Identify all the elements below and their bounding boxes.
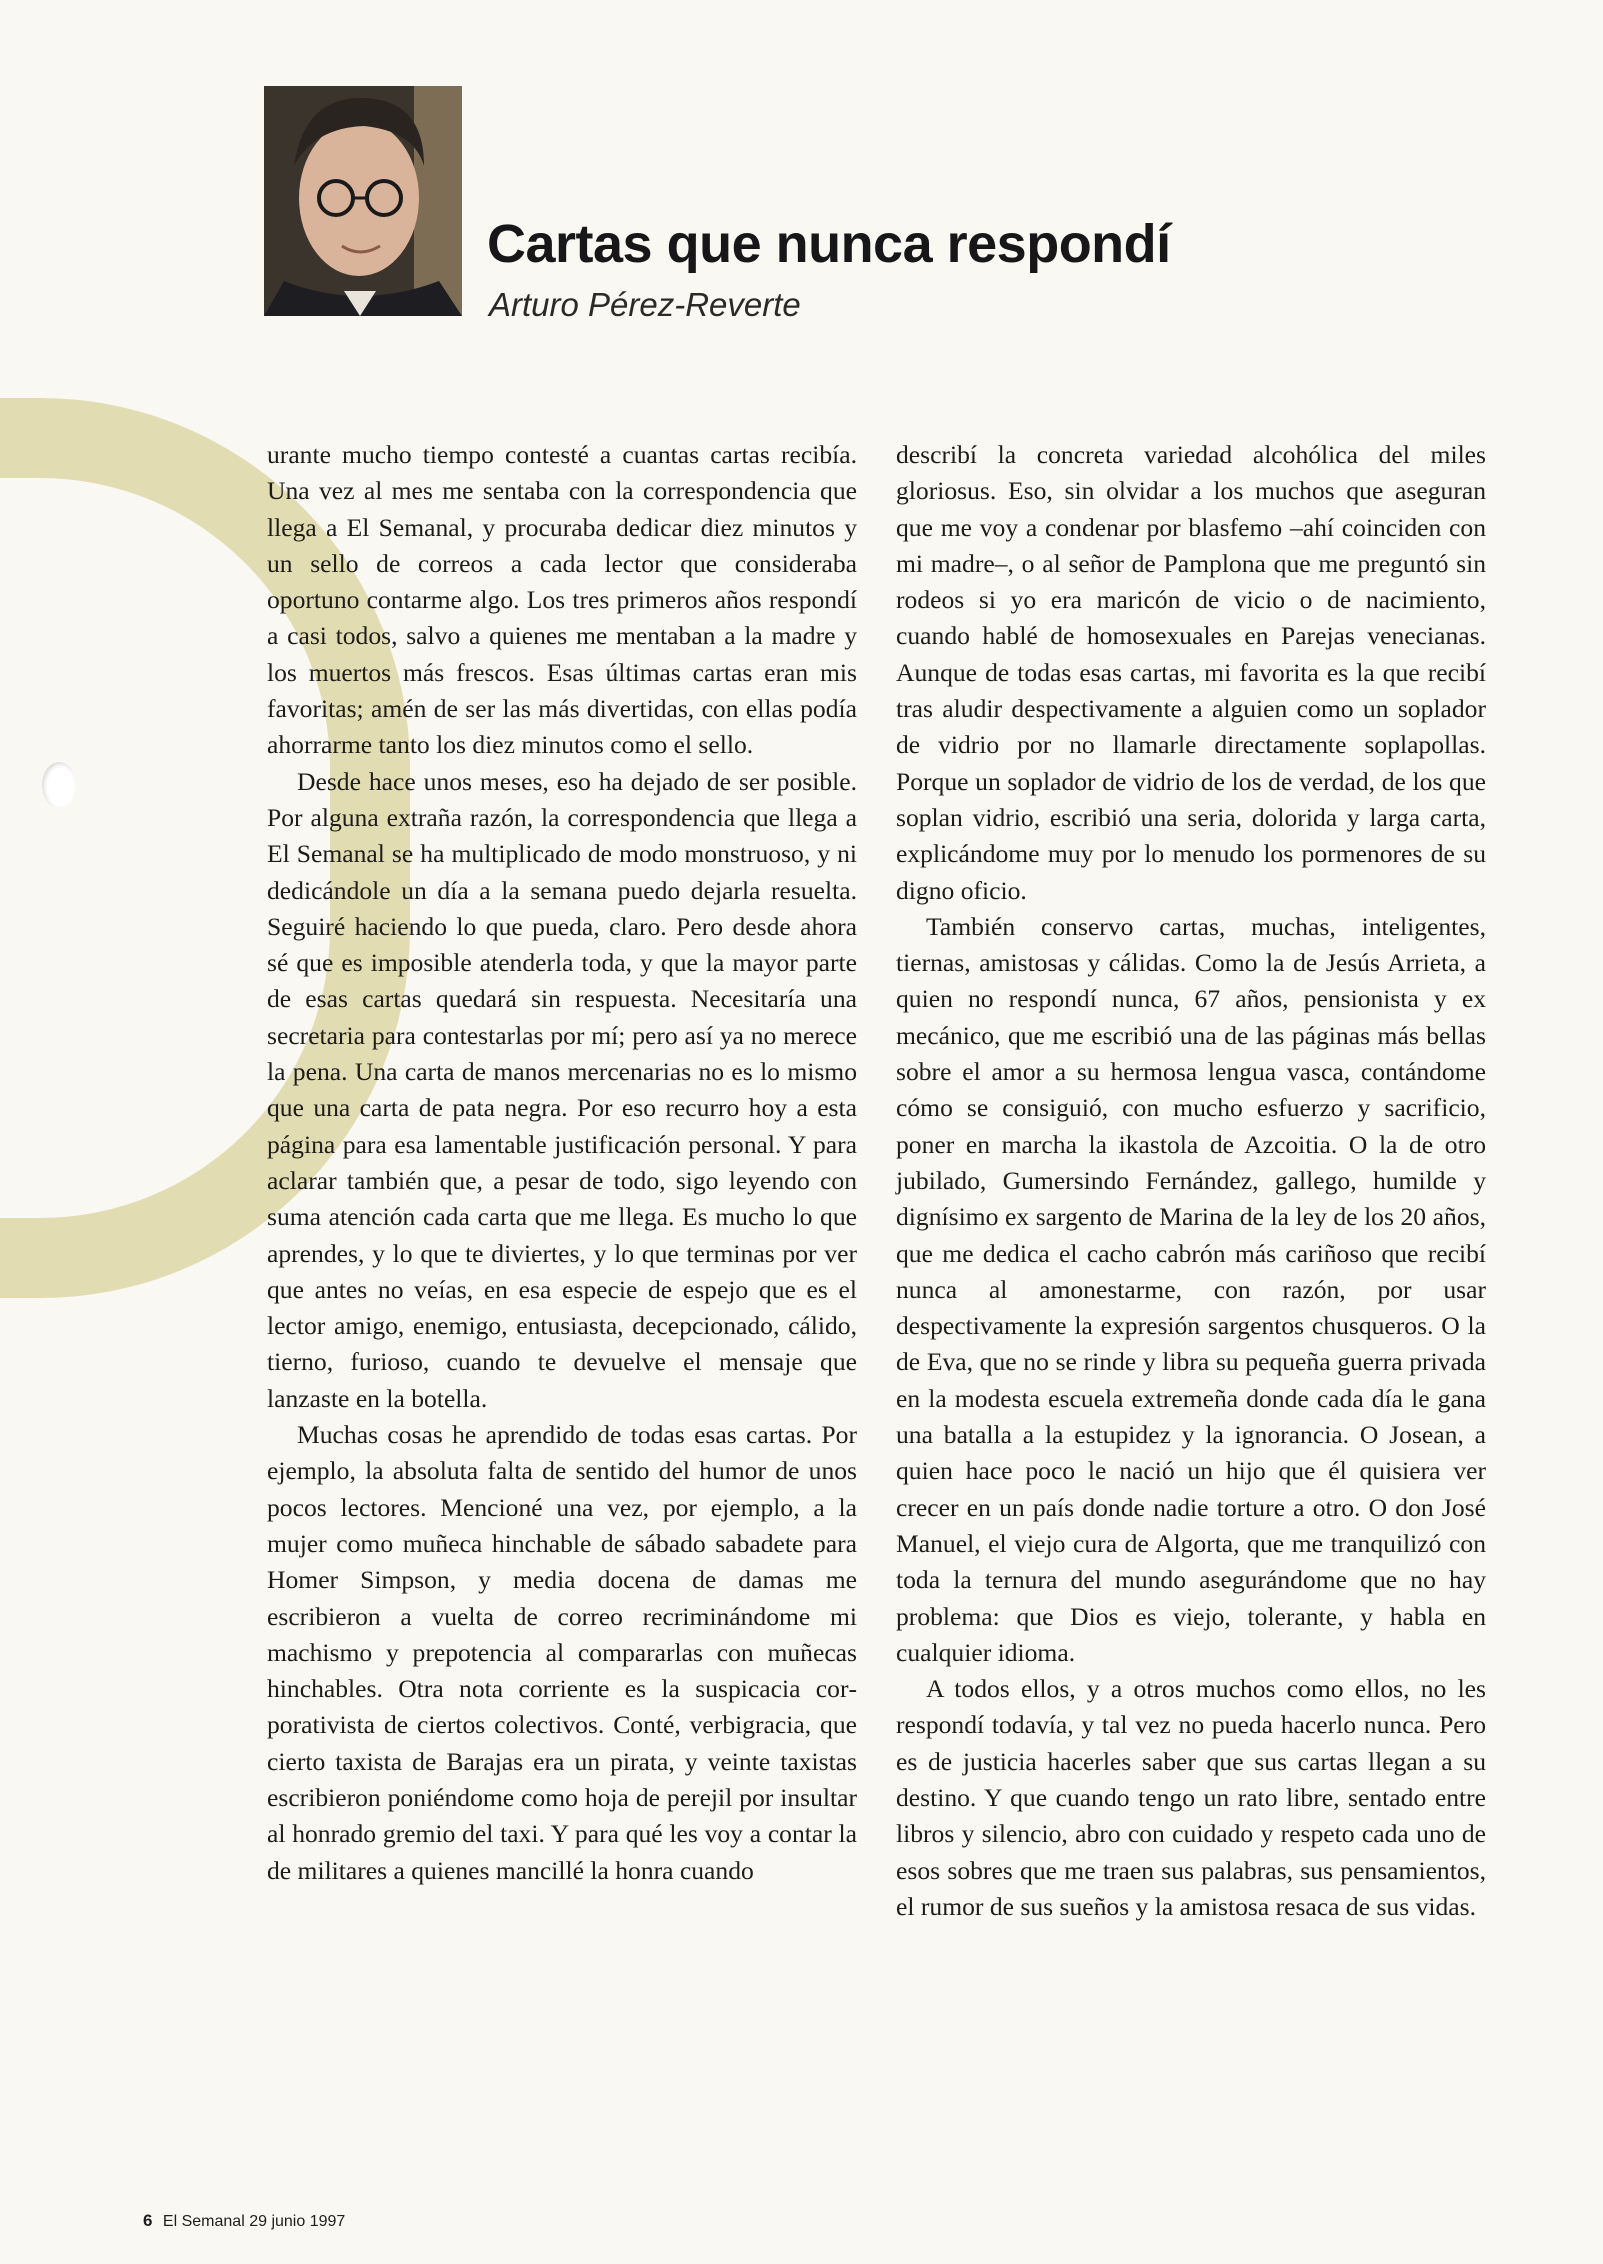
- page-footer: [143, 2211, 345, 2231]
- binder-hole: [42, 762, 76, 808]
- paragraph: Desde hace unos meses, eso ha dejado de ser posible. Por alguna extraña razón, la correspondencia que llega a El Semanal se ha multiplicado de modo monstruoso, y ni dedicándole un día a la semana puedo dejarla resuelta. Seguiré haciendo lo que pueda, claro. Pero desde ahora sé que es imposible atenderla toda, y que la mayor parte de esas cartas quedará sin respuesta. Necesitaría una secretaria para contestarlas por mí; pero así ya no merece la pena. Una carta de manos mercenarias no es lo mismo que una carta de pata negra. Por eso recurro hoy a esta página para esa lamentable justificación personal. Y para aclarar también que, a pesar de todo, sigo leyendo con suma atención cada carta que me llega. Es mucho lo que aprendes, y lo que te diviertes, y lo que terminas por ver que antes no veías, en esa especie de espejo que es el lector amigo, enemigo, entusiasta, decepcionado, cálido, tierno, furioso, cuando te devuelve el mensaje que lanzaste en la botella.: [267, 766, 857, 1413]
- article-column-left: [267, 437, 857, 1889]
- publication-name: El Semanal: [162, 2213, 245, 2230]
- author-byline: Arturo Pérez-Reverte: [489, 286, 801, 323]
- paragraph: Muchas cosas he aprendido de todas esas cartas. Por ejemplo, la absoluta falta de sentido del humor de unos pocos lectores. Mencioné una vez, por ejemplo, a la mujer como muñeca hinchable de sábado sabadete para Homer Simpson, y media docena de damas me escribieron a vuelta de correo recriminándome mi machismo y prepotencia al compararlas con muñecas hinchables. Otra nota corriente es la suspicacia corporativista de ciertos colectivos. Conté, verbigracia, que cierto taxista de Barajas era un pirata, y veinte taxistas escribieron poniéndome como hoja de perejil por insultar al honrado gremio del taxi. Y para qué les voy a contar la de militares a quienes mancillé la honra cuando: [267, 1420, 857, 1885]
- paragraph: urante mucho tiempo contesté a cuantas cartas recibía. Una vez al mes me sentaba con la correspondencia que llega a El Semanal, y procuraba dedicar diez minutos y un sello de correos a cada lector que consideraba oportuno contarme algo. Los tres primeros años respondí a casi todos, salvo a quienes me mentaban a la madre y los muertos más frescos. Esas últimas cartas eran mis favoritas; amén de ser las más divertidas, con ellas podía ahorrarme tanto los diez minutos como el sello.: [267, 440, 857, 760]
- publication-date: 29 junio 1997: [249, 2213, 346, 2230]
- paragraph: También conservo cartas, muchas, inteligentes, tiernas, amistosas y cálidas. Como la de Jesús Arrieta, a quien no respondí nunca, 67 años, pensionista y ex mecánico, que me escribió una de las páginas más bellas sobre el amor a su hermosa lengua vasca, contándome cómo se consiguió, con mucho esfuerzo y sacrificio, poner en marcha la ikastola de Azcoitia. O la de otro jubilado, Gumersindo Fernández, gallego, humilde y dignísimo ex sargento de Marina de la ley de los 20 años, que me dedica el cacho cabrón más cariñoso que recibí nunca al amonestarme, con razón, por usar despectivamente la expresión sargentos chusqueros. O la de Eva, que no se rinde y libra su pequeña guerra privada en la modesta escuela extremeña donde cada día le gana una batalla a la estupidez y la ignorancia. O Josean, a quien hace poco le nació un hijo que él quisiera ver crecer en un país donde nadie torture a otro. O don José Manuel, el viejo cura de Algorta, que me tranquilizó con toda la ternura del mundo asegurándome que no hay problema: que Dios es viejo, tolerante, y habla en cualquier idioma.: [896, 911, 1486, 1667]
- author-photo: [264, 86, 462, 316]
- article-column-right: [896, 437, 1486, 1925]
- article-title: Cartas que nunca respondí: [487, 214, 1171, 274]
- paragraph: describí la concreta variedad alcohólica del miles gloriosus. Eso, sin olvidar a los muchos que aseguran que me voy a condenar por blasfemo –ahí coinciden con mi madre–, o al señor de Pamplona que me preguntó sin rodeos si yo era maricón de vicio o de nacimiento, cuando hablé de homosexuales en Parejas venecianas. Aunque de todas esas cartas, mi favorita es la que recibí tras aludir despectivamente a alguien como un soplador de vidrio por no llamarle directamente soplapollas. Porque un soplador de vidrio de los de verdad, de los que soplan vidrio, escribió una seria, dolorida y larga carta, explicándome muy por lo menudo los pormenores de su digno oficio.: [896, 440, 1486, 905]
- paragraph: A todos ellos, y a otros muchos como ellos, no les respondí todavía, y tal vez no pueda hacerlo nunca. Pero es de justicia hacerles saber que sus cartas llegan a su destino. Y que cuando tengo un rato libre, sentado entre libros y silencio, abro con cuidado y respeto cada uno de esos sobres que me traen sus palabras, sus pensamientos, el rumor de sus sueños y la amistosa resaca de sus vidas.: [896, 1674, 1486, 1921]
- page-number: 6: [143, 2211, 153, 2230]
